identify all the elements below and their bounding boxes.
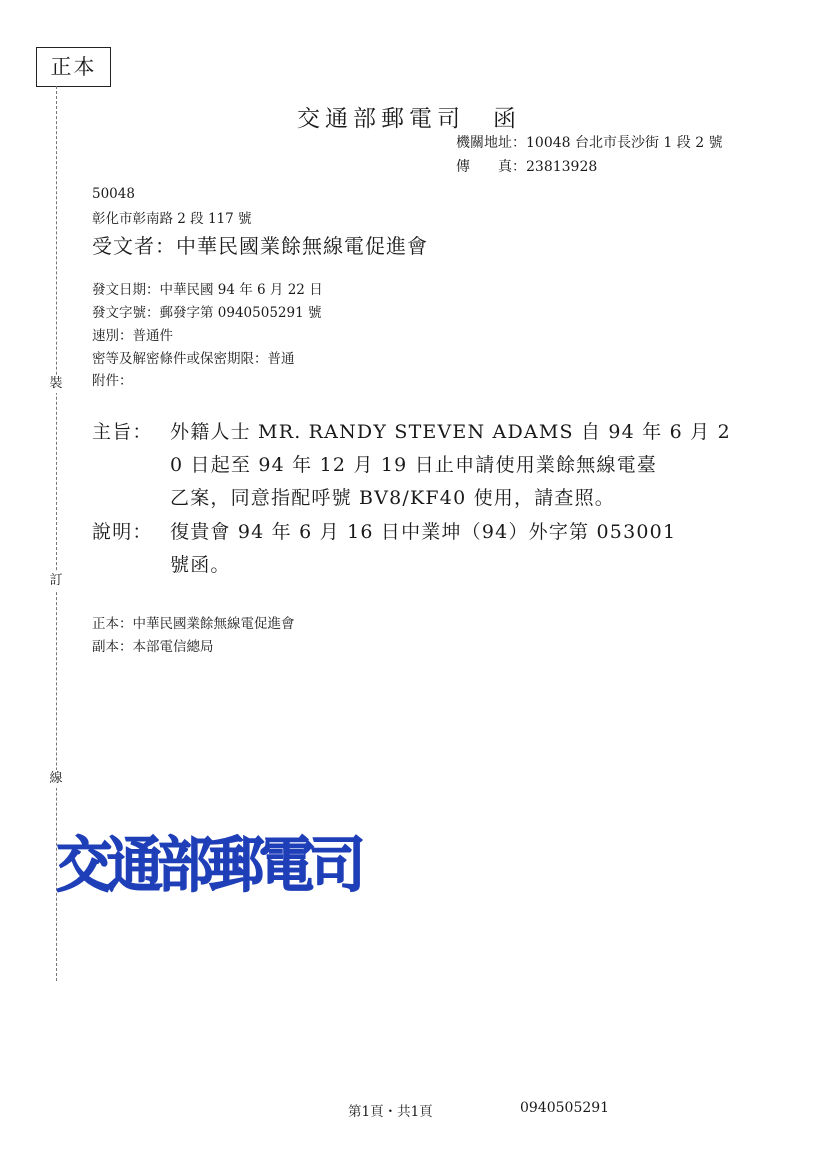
explanation-label: 說明： — [92, 521, 153, 543]
copy-type-box: 正本 — [36, 47, 111, 87]
explanation-line: 號函。 — [170, 554, 231, 576]
footer-doc-number: 0940505291 — [520, 1100, 610, 1116]
binding-mark-bind: 裝 — [47, 375, 65, 393]
sender-fax — [456, 156, 597, 176]
secrecy-level: 密等及解密條件或保密期限：普通 — [92, 351, 295, 367]
official-seal-stamp — [56, 818, 368, 898]
distribution-original: 正本：中華民國業餘無線電促進會 — [92, 616, 295, 632]
page-number: 第1頁・共1頁 — [348, 1104, 433, 1120]
seal-text: 交通部郵電司 — [56, 831, 363, 898]
binding-mark-staple: 訂 — [47, 572, 65, 590]
issue-number: 發文字號：郵發字第 0940505291 號 — [92, 305, 322, 321]
subject-line: 乙案，同意指配呼號 BV8/KF40 使用，請查照。 — [170, 487, 616, 509]
recipient-name: 受文者：中華民國業餘無線電促進會 — [92, 234, 428, 258]
sender-address-value: 10048 台北市長沙街 1 段 2 號 — [526, 135, 723, 151]
delivery-speed: 速別：普通件 — [92, 328, 173, 344]
distribution-copy: 副本：本部電信總局 — [92, 639, 214, 655]
recipient-postal-code: 50048 — [92, 186, 135, 202]
explanation-line: 復貴會 94 年 6 月 16 日中業坤（94）外字第 053001 — [170, 521, 677, 543]
subject-line: 外籍人士 MR. RANDY STEVEN ADAMS 自 94 年 6 月 2 — [170, 421, 731, 443]
recipient-address: 彰化市彰南路 2 段 117 號 — [92, 211, 252, 227]
sender-address — [456, 132, 723, 152]
binding-mark-line: 線 — [47, 770, 65, 788]
attachment: 附件： — [92, 373, 133, 389]
subject-label: 主旨： — [92, 421, 153, 443]
subject-line: 0 日起至 94 年 12 月 19 日止申請使用業餘無線電臺 — [170, 454, 658, 476]
document-title: 交通部郵電司 函 — [297, 106, 521, 132]
issue-date: 發文日期：中華民國 94 年 6 月 22 日 — [92, 282, 323, 298]
sender-address-label: 機關地址： — [456, 135, 526, 151]
sender-fax-label: 傳 真： — [456, 159, 526, 175]
sender-fax-value: 23813928 — [526, 159, 598, 175]
